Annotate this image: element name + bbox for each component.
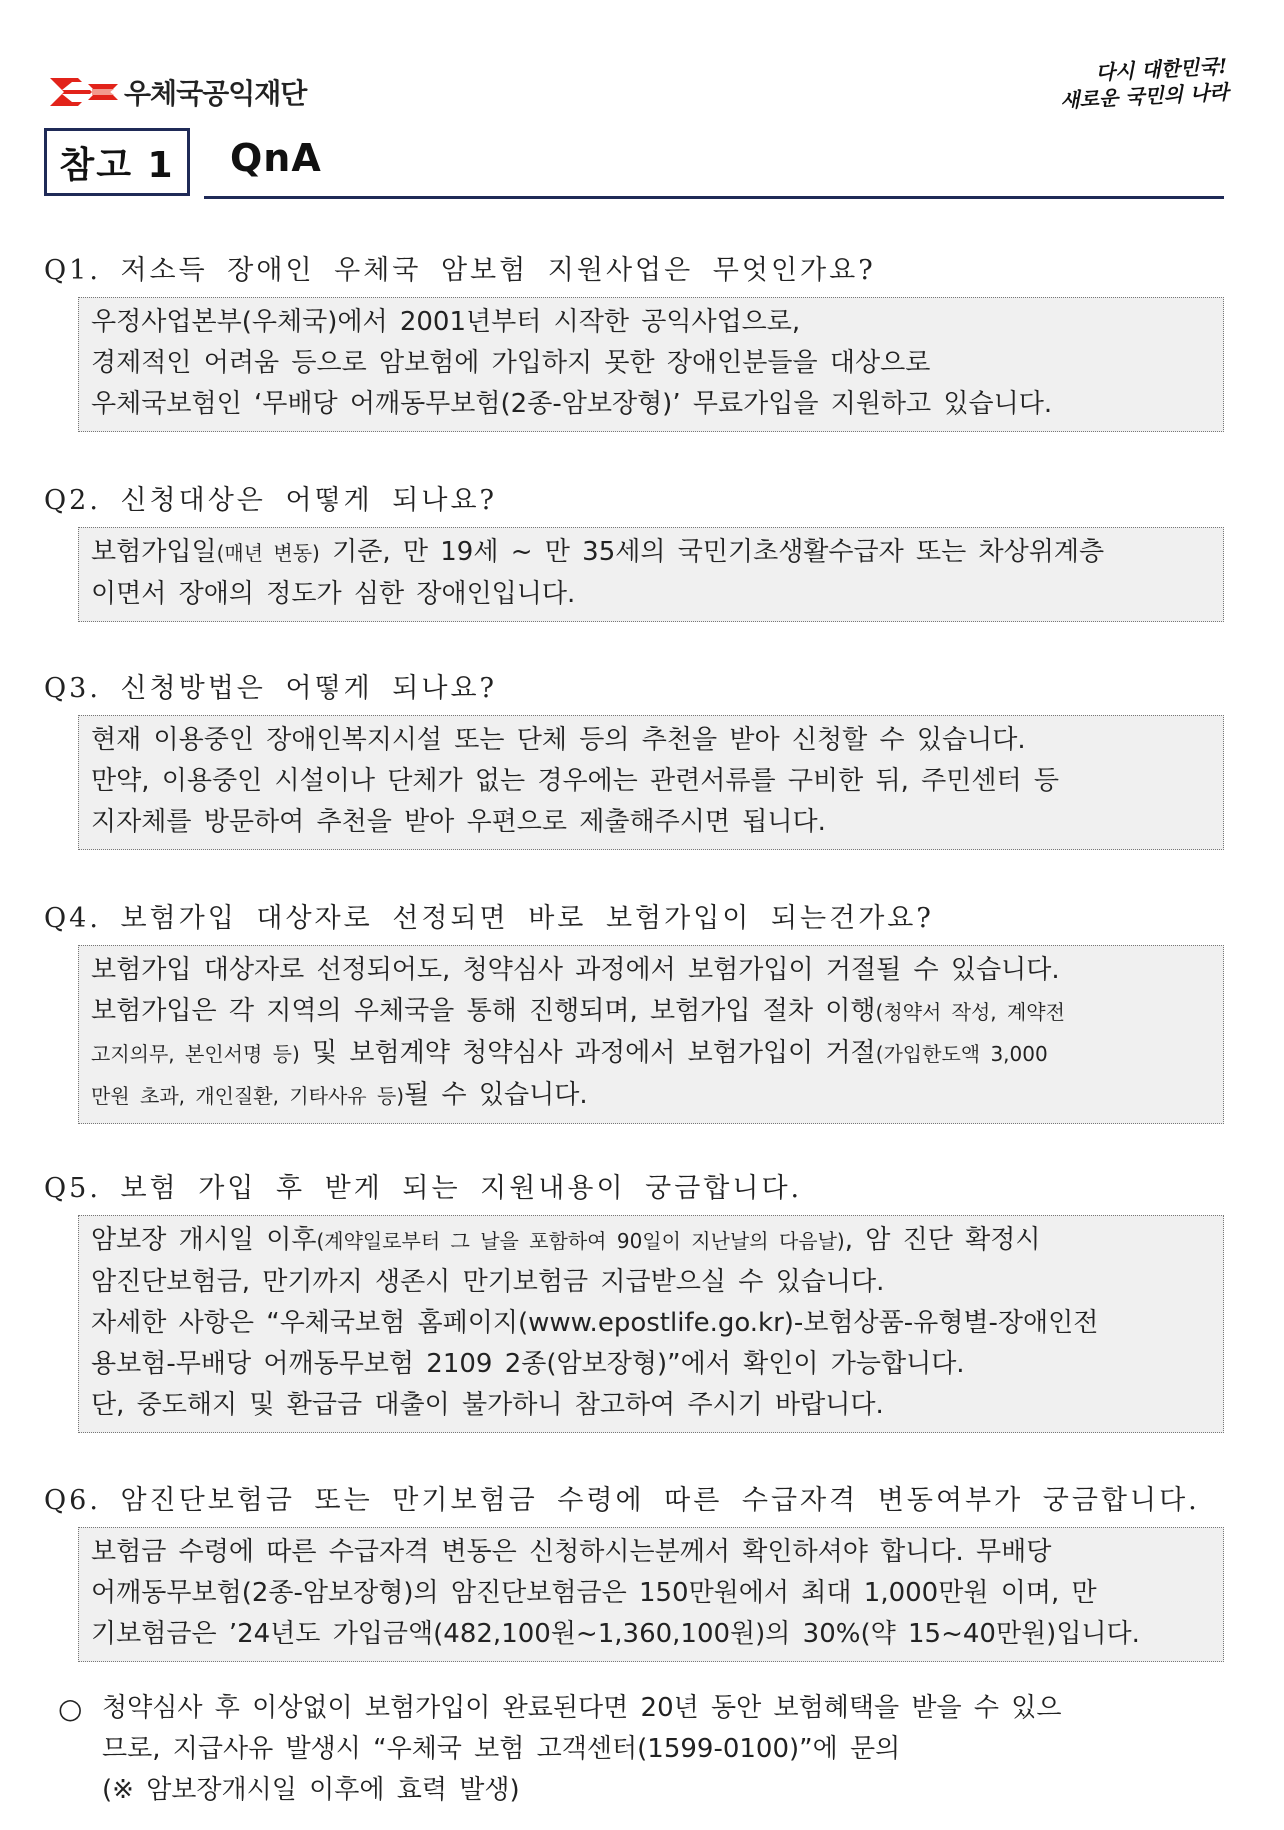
org-logo: [48, 72, 306, 112]
answer-note-text: (계약일로부터 그 날을 포함하여 90일이 지난날의 다음날): [316, 1229, 845, 1253]
answer-text: 암보장 개시일 이후: [91, 1225, 317, 1255]
note-line: (※ 암보장개시일 이후에 효력 발생): [102, 1775, 520, 1805]
answer-box: [78, 945, 1224, 1124]
answer-line: [91, 1532, 1211, 1573]
answer-text: 이면서 장애의 정도가 심한 장애인입니다.: [91, 579, 576, 609]
qa-item-6: [44, 1478, 1224, 1662]
answer-text: 기준, 만 19세 ~ 만 35세의 국민기초생활수급자 또는 차상위계층: [319, 537, 1105, 567]
answer-note-text: (가입한도액 3,000: [875, 1042, 1048, 1066]
answer-box: [78, 527, 1224, 622]
answer-text: 보험가입일: [91, 537, 217, 567]
answer-line: [91, 1344, 1211, 1385]
answer-line: [91, 343, 1211, 384]
answer-text: 자세한 사항은 “우체국보험 홈페이지(www.epostlife.go.kr)-보험상품-유형별-장애인전: [91, 1308, 1099, 1338]
qa-item-4: [44, 896, 1224, 1124]
answer-text: 현재 이용중인 장애인복지시설 또는 단체 등의 추천을 받아 신청할 수 있습니다.: [91, 725, 1026, 755]
org-name: 우체국공익재단: [124, 77, 307, 110]
circle-bullet-icon: ○: [58, 1692, 83, 1725]
title-bar: [44, 128, 1224, 200]
answer-line: [91, 720, 1211, 761]
page-title: QnA: [230, 136, 322, 180]
answer-line: [91, 384, 1211, 425]
answer-text: , 암 진단 확정시: [844, 1225, 1041, 1255]
answer-text: 단, 중도해지 및 환급금 대출이 불가하니 참고하여 주시기 바랍니다.: [91, 1390, 884, 1420]
header: [48, 53, 1230, 122]
question: Q5. 보험 가입 후 받게 되는 지원내용이 궁금합니다.: [44, 1173, 803, 1204]
answer-text: 경제적인 어려움 등으로 암보험에 가입하지 못한 장애인분들을 대상으로: [91, 348, 931, 378]
note: [58, 1688, 1228, 1811]
answer-box: [78, 1527, 1224, 1662]
question: Q6. 암진단보험금 또는 만기보험금 수령에 따른 수급자격 변동여부가 궁금합니다.: [44, 1485, 1200, 1516]
answer-line: [91, 802, 1211, 843]
answer-text: 보험금 수령에 따른 수급자격 변동은 신청하시는분께서 확인하셔야 합니다. 무배당: [91, 1537, 1052, 1567]
answer-text: 우체국보험인 ‘무배당 어깨동무보험(2종-암보장형)’ 무료가입을 지원하고 있습니다.: [91, 389, 1053, 419]
qa-item-3: [44, 666, 1224, 850]
answer-note-text: 만원 초과, 개인질환, 기타사유 등): [91, 1084, 405, 1108]
answer-line: [91, 532, 1211, 574]
reference-label: 참고 1: [44, 128, 190, 196]
answer-box: [78, 1215, 1224, 1433]
answer-note-text: (매년 변동): [216, 541, 320, 565]
answer-line: [91, 1033, 1211, 1075]
answer-box: [78, 297, 1224, 432]
answer-line: [91, 1262, 1211, 1303]
answer-text: 지자체를 방문하여 추천을 받아 우편으로 제출해주시면 됩니다.: [91, 807, 826, 837]
answer-line: [91, 1075, 1211, 1117]
answer-line: [91, 1573, 1211, 1614]
qa-item-2: [44, 478, 1224, 622]
answer-line: [91, 761, 1211, 802]
answer-text: 보험가입은 각 지역의 우체국을 통해 진행되며, 보험가입 절차 이행: [91, 996, 876, 1026]
answer-text: 만약, 이용중인 시설이나 단체가 없는 경우에는 관련서류를 구비한 뒤, 주민센터 등: [91, 766, 1060, 796]
answer-text: 암진단보험금, 만기까지 생존시 만기보험금 지급받으실 수 있습니다.: [91, 1267, 885, 1297]
slogan-line-1: 다시 대한민국!: [1095, 53, 1228, 85]
slogan-line-2: 새로운 국민의 나라: [1059, 79, 1230, 113]
answer-line: [91, 302, 1211, 343]
answer-line: [91, 1220, 1211, 1262]
answer-line: [91, 950, 1211, 991]
note-line: 청약심사 후 이상없이 보험가입이 완료된다면 20년 동안 보험혜택을 받을 수 있으: [102, 1693, 1062, 1723]
korea-post-logo-icon: [48, 72, 120, 112]
answer-note-text: (청약서 작성, 계약전: [875, 1000, 1065, 1024]
slogan: [1027, 53, 1229, 115]
answer-line: [91, 991, 1211, 1033]
answer-line: [91, 1385, 1211, 1426]
answer-text: 될 수 있습니다.: [404, 1080, 588, 1110]
answer-text: 보험가입 대상자로 선정되어도, 청약심사 과정에서 보험가입이 거절될 수 있습니다.: [91, 955, 1060, 985]
answer-text: 어깨동무보험(2종-암보장형)의 암진단보험금은 150만원에서 최대 1,000만원 이며, 만: [91, 1578, 1097, 1608]
answer-line: [91, 1614, 1211, 1655]
question: Q4. 보험가입 대상자로 선정되면 바로 보험가입이 되는건가요?: [44, 903, 934, 934]
question: Q1. 저소득 장애인 우체국 암보험 지원사업은 무엇인가요?: [44, 255, 876, 286]
answer-text: 우정사업본부(우체국)에서 2001년부터 시작한 공익사업으로,: [91, 307, 801, 337]
note-line: 므로, 지급사유 발생시 “우체국 보험 고객센터(1599-0100)”에 문의: [102, 1734, 901, 1764]
title-underline: [204, 196, 1224, 199]
qa-item-5: [44, 1166, 1224, 1433]
answer-text: 용보험-무배당 어깨동무보험 2109 2종(암보장형)”에서 확인이 가능합니다.: [91, 1349, 965, 1379]
answer-box: [78, 715, 1224, 850]
answer-text: 기보험금은 ’24년도 가입금액(482,100원~1,360,100원)의 30%(약 15~40만원)입니다.: [91, 1619, 1140, 1649]
answer-note-text: 고지의무, 본인서명 등): [91, 1042, 300, 1066]
answer-line: [91, 1303, 1211, 1344]
qa-item-1: [44, 248, 1224, 432]
question: Q2. 신청대상은 어떻게 되나요?: [44, 485, 498, 516]
question: Q3. 신청방법은 어떻게 되나요?: [44, 673, 498, 704]
answer-line: [91, 574, 1211, 615]
answer-text: 및 보험계약 청약심사 과정에서 보험가입이 거절: [299, 1038, 876, 1068]
